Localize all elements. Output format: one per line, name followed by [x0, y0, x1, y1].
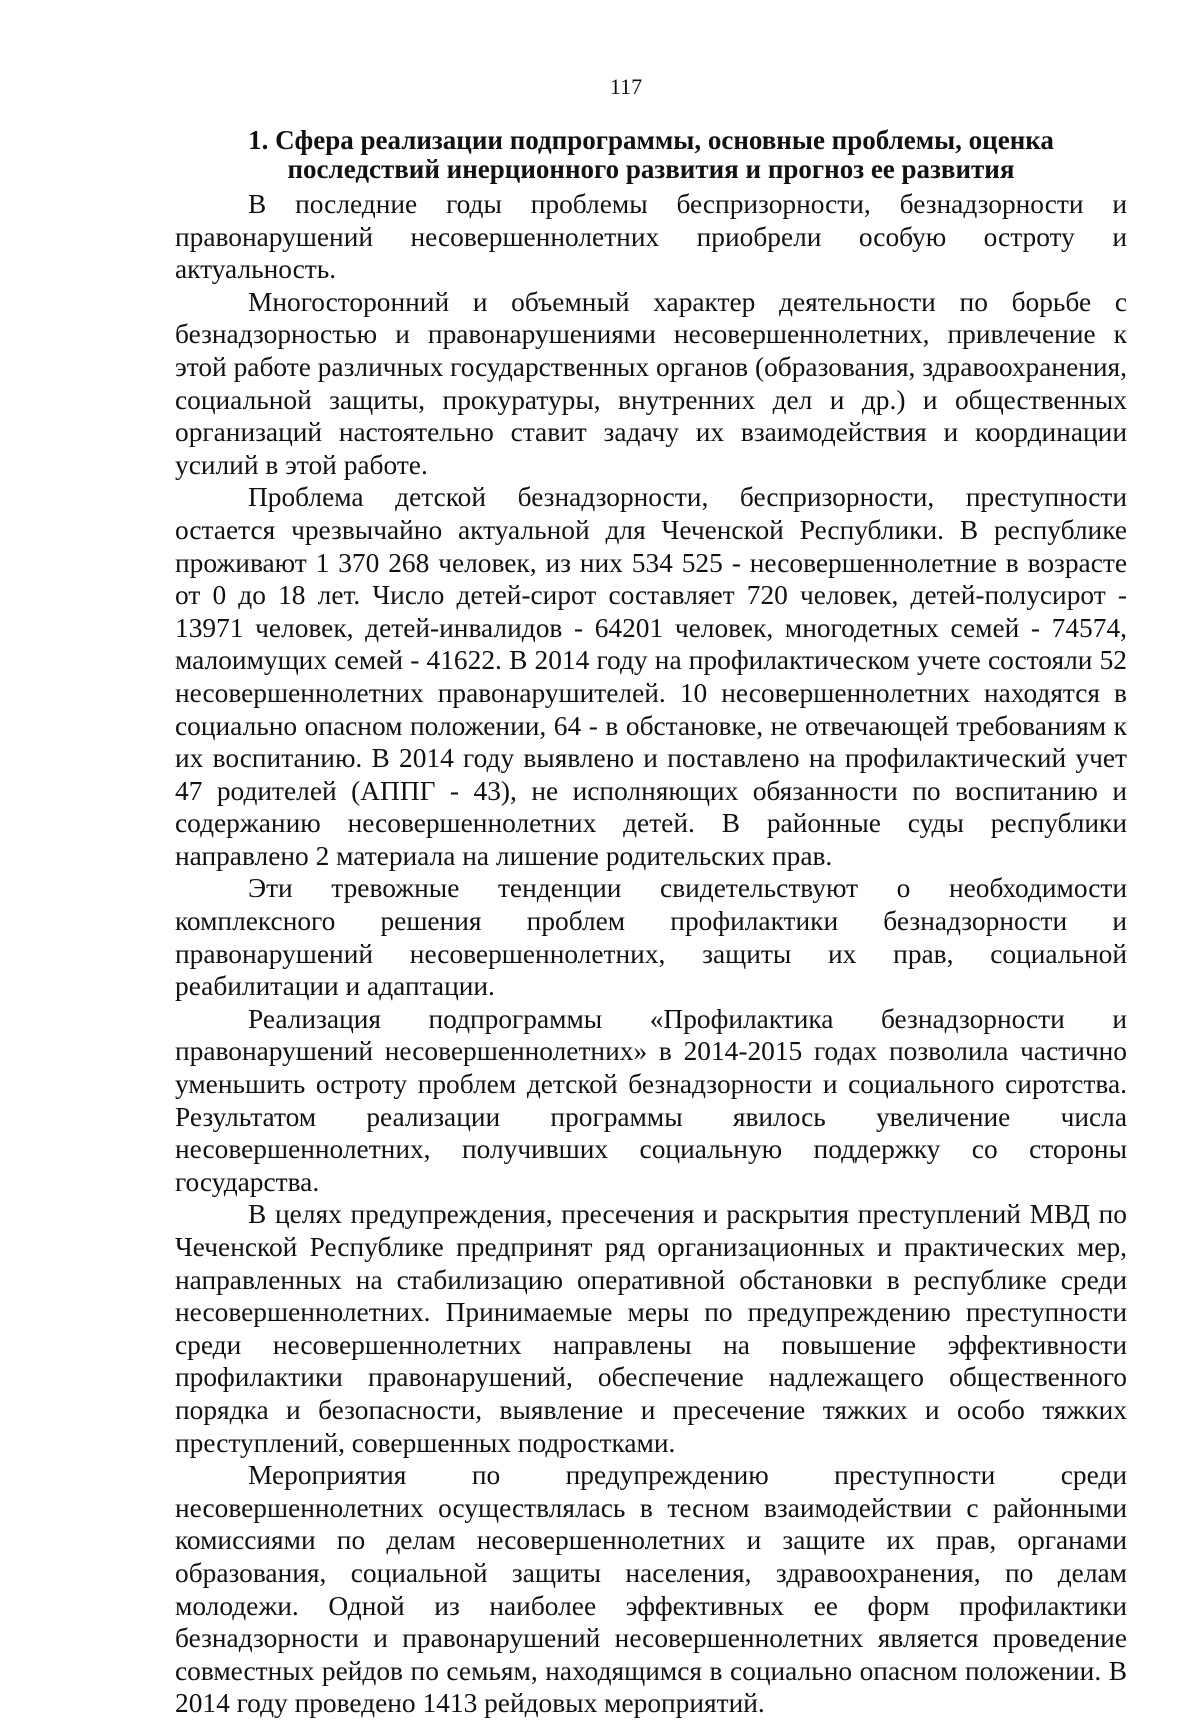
section-heading-line-1: 1. Сфера реализации подпрограммы, основные проблемы, оценка	[248, 125, 1054, 155]
paragraph: Проблема детской безнадзорности, беспризорности, преступности остается чрезвычайно актуальной для Чеченской Республики. В республике проживают 1 370 268 человек, из них 534 525 - несовершеннолетние в возрасте от 0 до 18 лет. Число детей-сирот составляет 720 человек, детей-полусирот - 13971 человек, детей-инвалидов - 64201 человек, многодетных семей - 74574, малоимущих семей - 41622. В 2014 году на профилактическом учете состояли 52 несовершеннолетних правонарушителей. 10 несовершеннолетних находятся в социально опасном положении, 64 - в обстановке, не отвечающей требованиям к их воспитанию. В 2014 году выявлено и поставлено на профилактический учет 47 родителей (АППГ - 43), не исполняющих обязанности по воспитанию и содержанию несовершеннолетних детей. В районные суды республики направлено 2 материала на лишение родительских прав.	[175, 482, 1127, 871]
document-body	[175, 126, 1127, 1720]
page-number: 117	[609, 74, 643, 99]
paragraph: Многосторонний и объемный характер деятельности по борьбе с безнадзорностью и правонарушениями несовершеннолетних, привлечение к этой работе различных государственных органов (образования, здравоохранения, социальной защиты, прокуратуры, внутренних дел и др.) и общественных организаций настоятельно ставит задачу их взаимодействия и координации усилий в этой работе.	[175, 286, 1127, 480]
paragraph: Мероприятия по предупреждению преступности среди несовершеннолетних осуществлялась в тесном взаимодействии с районными комиссиями по делам несовершеннолетних и защите их прав, органами образования, социальной защиты населения, здравоохранения, по делам молодежи. Одной из наиболее эффективных ее форм профилактики безнадзорности и правонарушений несовершеннолетних является проведение совместных рейдов по семьям, находящимся в социально опасном положении. В 2014 году проведено 1413 рейдовых мероприятий.	[175, 1460, 1127, 1719]
section-heading	[175, 126, 1127, 184]
paragraph: Реализация подпрограммы «Профилактика безнадзорности и правонарушений несовершеннолетних» в 2014-2015 годах позволила частично уменьшить остроту проблем детской безнадзорности и социального сиротства. Результатом реализации программы явилось увеличение числа несовершеннолетних, получивших социальную поддержку со стороны государства.	[175, 1003, 1127, 1197]
paragraph: В целях предупреждения, пресечения и раскрытия преступлений МВД по Чеченской Республике предпринят ряд организационных и практических мер, направленных на стабилизацию оперативной обстановки в республике среди несовершеннолетних. Принимаемые меры по предупреждению преступности среди несовершеннолетних направлены на повышение эффективности профилактики правонарушений, обеспечение надлежащего общественного порядка и безопасности, выявление и пресечение тяжких и особо тяжких преступлений, совершенных подростками.	[175, 1199, 1127, 1458]
section-heading-line-2: последствий инерционного развития и прогноз ее развития	[287, 154, 1015, 184]
paragraph: Эти тревожные тенденции свидетельствуют о необходимости комплексного решения проблем профилактики безнадзорности и правонарушений несовершеннолетних, защиты их прав, социальной реабилитации и адаптации.	[175, 873, 1127, 1002]
paragraph: В последние годы проблемы беспризорности, безнадзорности и правонарушений несовершеннолетних приобрели особую остроту и актуальность.	[175, 189, 1127, 285]
